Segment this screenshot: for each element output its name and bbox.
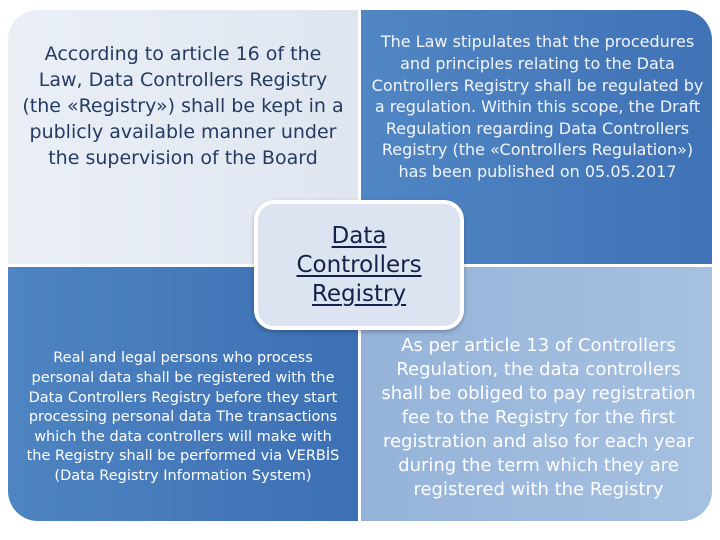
top-left-text: According to article 16 of the Law, Data Controllers Registry (the «Registry») shall be kept in a publicly available manner under the supervision of the Board <box>22 43 344 169</box>
bottom-right-text: As per article 13 of Controllers Regulation, the data controllers shall be obliged to pay registration fee to the Registry for the first registration and also for each year during the term which they are registered with the Registry <box>381 335 696 500</box>
center-title-box <box>254 200 464 330</box>
top-right-text: The Law stipulates that the procedures and principles relating to the Data Controllers Registry shall be regulated by a regulation. Within this scope, the Draft Regulation regarding Data Controllers Registry (the «Controllers Regulation») has been published on 05.05.2017 <box>371 32 704 181</box>
center-title <box>296 222 421 309</box>
center-title-line: Data <box>331 222 387 249</box>
center-title-line: Controllers <box>296 251 422 278</box>
center-title-line: Registry <box>311 280 407 307</box>
bottom-left-text: Real and legal persons who process personal data shall be registered with the Data Controllers Registry before they start processing personal data The transactions which the data controllers will make with the Registry shall be performed via VERBİS (Data Registry Information System) <box>26 350 340 484</box>
